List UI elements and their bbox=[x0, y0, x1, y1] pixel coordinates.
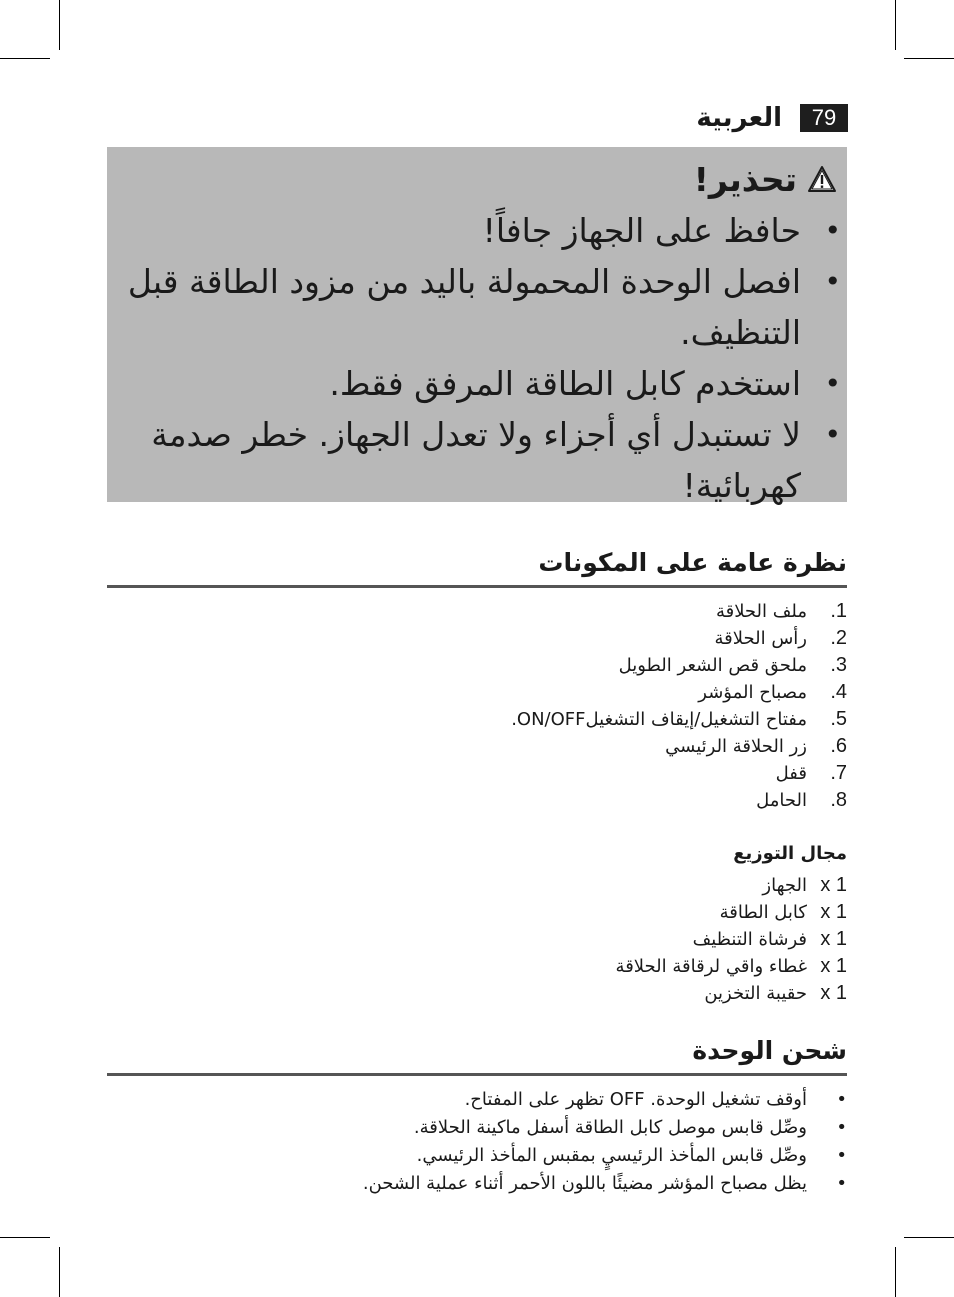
page-header bbox=[660, 98, 848, 138]
list-item: • وصِّل قابس موصل كابل الطاقة أسفل ماكينة الحلاقة. bbox=[147, 1114, 847, 1142]
item-number: 6. bbox=[830, 735, 847, 757]
item-text: فرشاة التنظيف bbox=[692, 929, 807, 950]
item-text: مصباح المؤشر bbox=[698, 682, 807, 703]
parts-list bbox=[347, 598, 847, 814]
list-item bbox=[347, 926, 847, 953]
item-number: 5. bbox=[830, 708, 847, 730]
warning-title-row bbox=[125, 153, 801, 205]
warning-list bbox=[125, 205, 801, 511]
crop-mark bbox=[59, 0, 60, 50]
list-item: • أوقف تشغيل الوحدة. OFF تظهر على المفتاح. bbox=[147, 1086, 847, 1114]
item-text: الجهاز bbox=[762, 875, 807, 896]
list-item bbox=[347, 652, 847, 679]
charging-heading: شحن الوحدة bbox=[692, 1036, 847, 1065]
language-label: العربية bbox=[696, 103, 782, 133]
item-quantity: 1 x bbox=[820, 955, 847, 977]
list-item: • وصِّل قابس المأخذ الرئيسيٍ بمقبس المأخذ الرئيسي. bbox=[147, 1142, 847, 1170]
item-number: 1. bbox=[830, 600, 847, 622]
crop-mark bbox=[0, 1237, 50, 1238]
overview-heading: نظرة عامة على المكونات bbox=[538, 548, 847, 577]
list-item bbox=[347, 787, 847, 814]
item-text: مفتاح التشغيل/إيقاف التشغيلON/OFF. bbox=[511, 709, 807, 730]
list-item bbox=[347, 899, 847, 926]
list-item bbox=[347, 679, 847, 706]
crop-mark bbox=[895, 1247, 896, 1297]
crop-mark bbox=[0, 58, 50, 59]
item-number: 8. bbox=[830, 789, 847, 811]
item-quantity: 1 x bbox=[820, 982, 847, 1004]
scope-heading: مجال التوزيع bbox=[733, 843, 847, 864]
warning-item: • حافظ على الجهاز جافاً! bbox=[125, 205, 801, 256]
list-item bbox=[347, 760, 847, 787]
list-item bbox=[347, 625, 847, 652]
item-text: قفل bbox=[775, 763, 807, 784]
warning-title: تحذير! bbox=[693, 159, 797, 199]
item-text: غطاء واقي لرقاقة الحلاقة bbox=[615, 956, 807, 977]
list-item bbox=[347, 953, 847, 980]
list-item: • يظل مصباح المؤشر مضيئًا باللون الأحمر أثناء عملية الشحن. bbox=[147, 1170, 847, 1198]
warning-triangle-icon bbox=[807, 165, 837, 193]
item-text: رأس الحلاقة bbox=[714, 628, 807, 649]
list-item bbox=[347, 598, 847, 625]
list-item bbox=[347, 872, 847, 899]
crop-mark bbox=[904, 1237, 954, 1238]
page-number: 79 bbox=[800, 104, 848, 132]
item-number: 3. bbox=[830, 654, 847, 676]
item-quantity: 1 x bbox=[820, 874, 847, 896]
item-text: زر الحلاقة الرئيسي bbox=[665, 736, 807, 757]
section-divider bbox=[107, 1073, 847, 1076]
item-number: 7. bbox=[830, 762, 847, 784]
warning-item: • افصل الوحدة المحمولة باليد من مزود الطاقة قبل التنظيف. bbox=[125, 256, 801, 358]
warning-item: • لا تستبدل أي أجزاء ولا تعدل الجهاز. خطر صدمة كهربائية! bbox=[125, 409, 801, 511]
crop-mark bbox=[59, 1247, 60, 1297]
item-text: حقيبة التخزين bbox=[704, 983, 807, 1004]
item-quantity: 1 x bbox=[820, 901, 847, 923]
list-item bbox=[347, 733, 847, 760]
item-text: ملف الحلاقة bbox=[715, 601, 807, 622]
item-text: كابل الطاقة bbox=[719, 902, 807, 923]
crop-mark bbox=[895, 0, 896, 50]
list-item bbox=[347, 706, 847, 733]
warning-box bbox=[107, 147, 847, 505]
scope-list bbox=[347, 872, 847, 1007]
charging-list bbox=[147, 1086, 847, 1198]
section-divider bbox=[107, 585, 847, 588]
warning-item: • استخدم كابل الطاقة المرفق فقط. bbox=[125, 358, 801, 409]
crop-mark bbox=[904, 58, 954, 59]
item-text: ملحق قص الشعر الطويل bbox=[618, 655, 807, 676]
item-quantity: 1 x bbox=[820, 928, 847, 950]
item-number: 2. bbox=[830, 627, 847, 649]
item-number: 4. bbox=[830, 681, 847, 703]
item-text: الحامل bbox=[756, 790, 807, 811]
list-item bbox=[347, 980, 847, 1007]
